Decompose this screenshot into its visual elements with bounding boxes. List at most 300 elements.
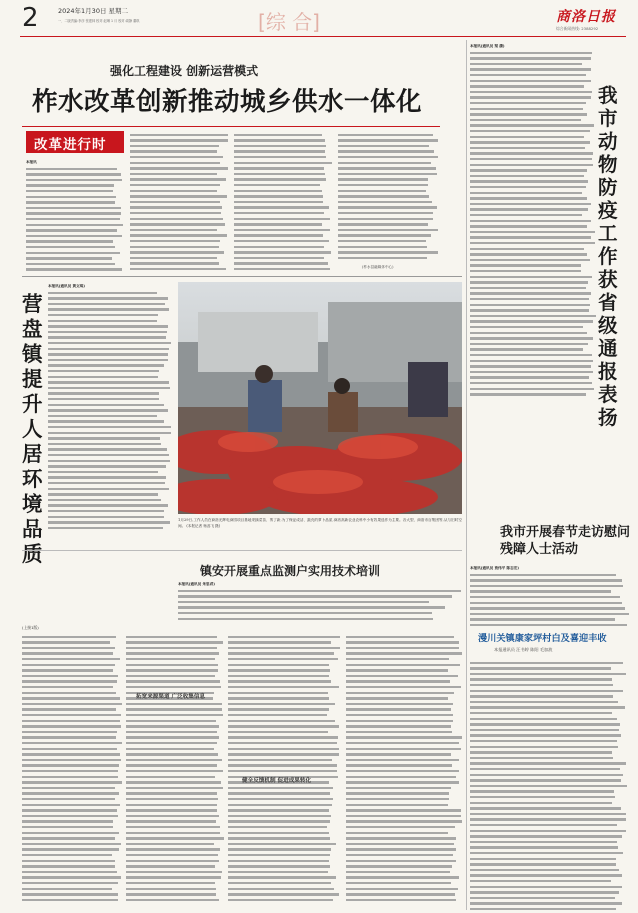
text-line: [22, 888, 112, 891]
text-line: [234, 162, 332, 165]
text-line: [48, 488, 169, 491]
text-line: [346, 697, 448, 700]
text-line: [346, 708, 451, 711]
text-line: [48, 342, 171, 345]
text-line: [48, 409, 168, 412]
text-line: [48, 325, 168, 328]
text-line: [470, 63, 582, 66]
text-line: [470, 68, 591, 71]
masthead-rule: [20, 36, 626, 37]
text-line: [130, 184, 220, 187]
text-line: [470, 695, 613, 698]
text-line: [178, 601, 429, 604]
right1-col-1: [470, 44, 596, 396]
text-line: [22, 686, 113, 689]
text-line: [470, 613, 629, 616]
text-line: [130, 251, 224, 254]
text-line: [126, 781, 221, 784]
text-line: [48, 314, 158, 317]
text-line: [228, 792, 330, 795]
text-line: [178, 590, 461, 593]
text-line: [26, 212, 121, 215]
text-line: [22, 865, 115, 868]
text-line: [228, 647, 340, 650]
text-line: [48, 297, 168, 300]
text-line: [22, 652, 113, 655]
left-byline: 本报讯(通讯员 黄文琪): [48, 284, 85, 288]
text-line: [22, 860, 115, 863]
text-line: [470, 574, 616, 577]
text-line: [130, 218, 223, 221]
text-line: [234, 178, 326, 181]
text-line: [126, 725, 219, 728]
text-line: [126, 686, 221, 689]
text-line: [470, 175, 584, 178]
text-line: [228, 720, 335, 723]
text-line: [130, 156, 223, 159]
text-line: [48, 521, 170, 524]
text-line: [178, 618, 433, 621]
text-line: [228, 636, 340, 639]
text-line: [338, 223, 428, 226]
top-byline: 本报讯: [26, 160, 37, 164]
text-line: [228, 641, 331, 644]
text-line: [130, 201, 220, 204]
text-line: [26, 196, 116, 199]
text-line: [470, 276, 592, 279]
text-line: [126, 736, 219, 739]
text-line: [228, 748, 339, 751]
text-line: [470, 841, 617, 844]
text-line: [470, 242, 595, 245]
text-line: [126, 871, 222, 874]
text-line: [126, 664, 218, 667]
bottom-col-2: [126, 634, 224, 904]
text-line: [470, 113, 587, 116]
text-line: [130, 234, 227, 237]
text-line: [228, 664, 329, 667]
text-line: [22, 899, 118, 902]
text-line: [470, 52, 592, 55]
text-line: [470, 751, 612, 754]
text-line: [22, 725, 121, 728]
text-line: [470, 320, 593, 323]
text-line: [26, 235, 122, 238]
text-line: [22, 848, 119, 851]
text-line: [126, 680, 220, 683]
text-line: [234, 223, 322, 226]
text-line: [346, 781, 459, 784]
text-line: [470, 192, 582, 195]
text-line: [234, 229, 330, 232]
text-line: [346, 820, 462, 823]
text-line: [130, 262, 219, 265]
right3-headline: 漫川关镇康家坪村白及喜迎丰收: [478, 633, 607, 644]
text-line: [470, 393, 586, 396]
text-line: [470, 762, 626, 765]
text-line: [22, 753, 120, 756]
text-line: [228, 876, 336, 879]
text-line: [470, 253, 587, 256]
text-line: [346, 636, 454, 639]
text-line: [126, 748, 214, 751]
text-line: [48, 404, 164, 407]
text-line: [470, 740, 617, 743]
text-line: [470, 684, 613, 687]
text-line: [228, 798, 333, 801]
text-line: [22, 787, 115, 790]
top-story-frame: [22, 276, 462, 277]
text-line: [346, 832, 448, 835]
text-line: [470, 790, 614, 793]
text-line: [470, 807, 621, 810]
text-line: [470, 315, 596, 318]
text-line: [22, 641, 110, 644]
text-line: [234, 150, 325, 153]
text-line: [48, 443, 161, 446]
text-line: [338, 234, 431, 237]
text-line: [126, 669, 218, 672]
text-line: [126, 854, 218, 857]
text-line: [470, 332, 587, 335]
right2-col-1: [470, 566, 630, 626]
text-line: [48, 308, 169, 311]
text-line: [126, 888, 216, 891]
text-line: [470, 264, 581, 267]
text-line: [126, 832, 220, 835]
right2-byline: 本报讯(通讯员 贾伟平 陈志宏): [470, 566, 519, 570]
right1-byline: 本报讯(通讯员 梁 潇): [470, 44, 505, 48]
text-line: [48, 465, 166, 468]
text-line: [346, 888, 458, 891]
photo-image: [178, 282, 462, 514]
text-line: [126, 776, 215, 779]
text-line: [48, 499, 161, 502]
text-line: [228, 854, 330, 857]
text-line: [346, 893, 455, 896]
text-line: [22, 748, 117, 751]
text-line: [22, 714, 121, 717]
text-line: [126, 641, 223, 644]
text-line: [470, 180, 588, 183]
text-line: [338, 251, 438, 254]
text-line: [130, 145, 219, 148]
text-line: [228, 658, 338, 661]
top-col-4: [338, 132, 438, 260]
text-line: [346, 876, 459, 879]
text-line: [470, 706, 625, 709]
text-line: [470, 124, 594, 127]
text-line: [338, 240, 426, 243]
text-line: [346, 815, 461, 818]
text-line: [48, 510, 164, 513]
text-line: [126, 882, 215, 885]
text-line: [228, 680, 331, 683]
text-line: [228, 871, 328, 874]
text-line: [126, 720, 216, 723]
text-line: [130, 178, 226, 181]
staff-line: 一、二版责编:李彦 张建林 校对:赵琳 1 月 校对:周静 董琪: [58, 19, 140, 23]
text-line: [338, 229, 438, 232]
text-line: [48, 415, 157, 418]
top-col-3: [234, 132, 332, 272]
text-line: [338, 218, 433, 221]
text-line: [48, 353, 168, 356]
text-line: [470, 220, 591, 223]
text-line: [470, 678, 612, 681]
text-line: [228, 832, 329, 835]
text-line: [126, 815, 219, 818]
text-line: [126, 753, 218, 756]
text-line: [470, 231, 595, 234]
middle-headline: 镇安开展重点监测户实用技术培训: [200, 564, 381, 578]
middle-rule: [22, 550, 462, 551]
text-line: [338, 173, 437, 176]
text-line: [470, 723, 620, 726]
middle-subhead-1: 拓宽来源渠道 广泛收集信息: [136, 694, 206, 700]
text-line: [470, 768, 620, 771]
text-line: [22, 820, 113, 823]
text-line: [470, 360, 593, 363]
text-line: [130, 268, 226, 271]
text-line: [126, 658, 215, 661]
text-line: [470, 337, 593, 340]
text-line: [48, 448, 167, 451]
text-line: [228, 669, 330, 672]
text-line: [22, 882, 118, 885]
text-line: [470, 270, 581, 273]
text-line: [470, 382, 592, 385]
text-line: [470, 779, 621, 782]
text-line: [338, 246, 427, 249]
text-line: [126, 798, 218, 801]
text-line: [22, 664, 115, 667]
text-line: [22, 759, 121, 762]
text-line: [26, 173, 121, 176]
text-line: [470, 596, 620, 599]
section-label: [综 合]: [258, 10, 320, 34]
text-line: [22, 703, 122, 706]
text-line: [470, 119, 581, 122]
middle-story: [22, 552, 462, 912]
text-line: [470, 214, 582, 217]
text-line: [470, 607, 625, 610]
text-line: [22, 826, 113, 829]
text-line: [470, 712, 612, 715]
text-line: [130, 229, 217, 232]
text-line: [346, 731, 452, 734]
text-line: [346, 675, 458, 678]
text-line: [346, 770, 459, 773]
text-line: [470, 757, 613, 760]
text-line: [22, 893, 118, 896]
text-line: [346, 759, 459, 762]
text-line: [228, 725, 339, 728]
text-line: [228, 899, 333, 902]
masthead: [0, 0, 638, 40]
text-line: [228, 865, 330, 868]
text-line: [126, 787, 223, 790]
text-line: [346, 882, 451, 885]
text-line: [126, 764, 217, 767]
text-line: [470, 292, 591, 295]
text-line: [126, 826, 220, 829]
text-line: [470, 701, 618, 704]
text-line: [130, 212, 221, 215]
text-line: [228, 893, 339, 896]
text-line: [346, 787, 451, 790]
text-line: [26, 246, 115, 249]
text-line: [22, 854, 112, 857]
text-line: [234, 173, 325, 176]
text-line: [346, 720, 453, 723]
right1-headline: 我市动物防疫工作获省级通报表扬: [598, 84, 618, 429]
text-line: [470, 667, 611, 670]
text-line: [22, 770, 118, 773]
text-line: [26, 184, 114, 187]
text-line: [26, 179, 122, 182]
text-line: [338, 212, 433, 215]
text-line: [470, 287, 586, 290]
text-line: [346, 736, 462, 739]
text-line: [470, 830, 626, 833]
text-line: [338, 145, 429, 148]
paper-logo: 商洛日报: [556, 9, 616, 25]
text-line: [470, 91, 592, 94]
text-line: [470, 371, 593, 374]
text-line: [470, 718, 617, 721]
text-line: [228, 675, 329, 678]
text-line: [48, 303, 165, 306]
text-line: [48, 504, 168, 507]
right3-col-1: [470, 660, 630, 910]
badge-label: 改革进行时: [34, 137, 107, 153]
text-line: [470, 152, 593, 155]
text-line: [470, 796, 615, 799]
middle-col-1: [178, 582, 462, 622]
text-line: [470, 891, 619, 894]
text-line: [470, 869, 619, 872]
text-line: [130, 139, 228, 142]
text-line: [470, 852, 623, 855]
text-line: [470, 886, 622, 889]
text-line: [470, 147, 585, 150]
text-line: [346, 776, 456, 779]
text-line: [470, 902, 622, 905]
text-line: [48, 482, 165, 485]
text-line: [126, 876, 221, 879]
text-line: [470, 846, 618, 849]
text-line: [470, 136, 584, 139]
text-line: [470, 662, 623, 665]
text-line: [126, 804, 217, 807]
text-line: [338, 167, 436, 170]
text-line: [26, 207, 121, 210]
text-line: [22, 764, 119, 767]
text-line: [228, 686, 339, 689]
text-line: [338, 156, 438, 159]
bottom-col-1: [22, 634, 122, 904]
text-line: [228, 837, 330, 840]
text-line: [346, 899, 456, 902]
text-line: [470, 57, 591, 60]
text-line: [228, 882, 331, 885]
text-line: [234, 206, 329, 209]
text-line: [470, 141, 590, 144]
text-line: [48, 460, 170, 463]
text-line: [470, 618, 615, 621]
middle-byline: 本报讯(通讯员 朱思君): [178, 582, 215, 586]
text-line: [346, 826, 455, 829]
text-line: [346, 792, 449, 795]
text-line: [130, 167, 228, 170]
text-line: [338, 257, 427, 260]
text-line: [48, 292, 157, 295]
text-line: [126, 742, 217, 745]
text-line: [126, 848, 220, 851]
text-line: [22, 669, 113, 672]
text-line: [22, 658, 120, 661]
top-col-1: [26, 160, 124, 272]
text-line: [470, 102, 586, 105]
text-line: [470, 309, 589, 312]
text-line: [338, 139, 438, 142]
text-line: [22, 636, 116, 639]
text-line: [126, 837, 224, 840]
date-line: 2024年1月30日 星期二: [58, 7, 129, 15]
text-line: [26, 268, 122, 271]
text-line: [470, 897, 615, 900]
text-line: [470, 343, 588, 346]
text-line: [234, 257, 324, 260]
text-line: [126, 770, 223, 773]
text-line: [22, 742, 122, 745]
text-line: [22, 697, 120, 700]
text-line: [48, 364, 164, 367]
text-line: [346, 742, 459, 745]
bottom-col-3: [228, 634, 340, 904]
section-name: 综 合: [265, 10, 313, 34]
text-line: [346, 692, 454, 695]
text-line: [126, 636, 217, 639]
text-line: [234, 184, 320, 187]
page-number: 2: [22, 3, 39, 33]
text-line: [130, 150, 217, 153]
text-line: [470, 579, 622, 582]
text-line: [470, 203, 591, 206]
text-line: [22, 876, 121, 879]
text-line: [178, 595, 452, 598]
text-line: [22, 804, 120, 807]
text-line: [228, 888, 334, 891]
text-line: [26, 201, 115, 204]
text-line: [22, 720, 120, 723]
text-line: [22, 680, 117, 683]
text-line: [26, 218, 120, 221]
text-line: [22, 675, 118, 678]
text-line: [130, 190, 217, 193]
text-line: [470, 304, 590, 307]
caption-credit: (本报记者 杨蕊飞 摄): [186, 523, 221, 528]
story-headline: 柞水改革创新推动城乡供水一体化: [32, 87, 423, 117]
text-line: [48, 336, 166, 339]
text-line: [338, 206, 437, 209]
text-line: [228, 753, 339, 756]
text-line: [48, 420, 164, 423]
right2-headline: 我市开展春节走访慰问残障人士活动: [500, 525, 631, 557]
text-line: [22, 736, 116, 739]
text-line: [470, 225, 587, 228]
